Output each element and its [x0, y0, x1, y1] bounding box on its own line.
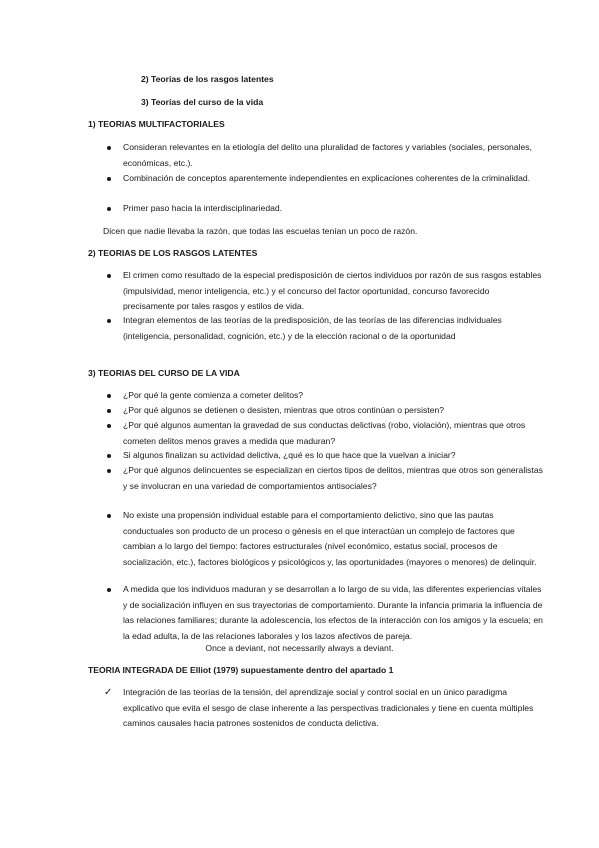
bullet-icon	[107, 207, 111, 211]
list-item-text: Integran elementos de las teorías de la predisposición, de las teorías de las diferencias individuales (inteligencia, personalidad, cognición, etc.) y de la elección racional o de la oportunidad	[123, 315, 502, 341]
list-item-text: Consideran relevantes en la etiología del delito una pluralidad de factores y variables (sociales, personales, económicas, etc.).	[123, 142, 532, 168]
bullet-icon	[107, 409, 111, 413]
bullet-icon	[107, 469, 111, 473]
list-item	[104, 463, 543, 494]
list-item	[104, 201, 543, 217]
list-item-text: A medida que los individuos maduran y se desarrollan a lo largo de su vida, las diferentes experiencias vitales y de socialización influyen en sus trayectorias de comportamiento. Durante la infancia primaria la influencia de las relaciones familiares; durante la adolescencia, los efectos de la interacción con los amigos y la escuela; en la edad adulta, la de las relaciones laborales y los lazos afectivos de pareja.	[123, 584, 543, 641]
list-item	[104, 140, 543, 171]
section1-note: Dicen que nadie llevaba la razón, que todas las escuelas tenían un poco de razón.	[103, 226, 418, 236]
list-item	[104, 418, 543, 449]
list-item	[104, 685, 543, 732]
quote: Once a deviant, not necessarily always a deviant.	[205, 643, 394, 653]
list-item-text: No existe una propensión individual estable para el comportamiento delictivo, sino que las pautas conductuales son producto de un proceso o génesis en el que interactúan un complejo de factores que cambian a lo largo del tiempo: factores estructurales (nivel económico, estatus social, procesos de socialización, etc.), factores biológicos y psicológicos y, las oportunidades (mayores o menores) de delinquir.	[123, 510, 537, 567]
list-item	[104, 403, 543, 419]
toc-item-2: 2) Teorías de los rasgos latentes	[141, 74, 274, 84]
list-item-text: Integración de las teorías de la tensión, del aprendizaje social y control social en un único paradigma explicativo que evita el sesgo de clase inherente a las perspectivas tradicionales y tiene en cuenta múltiples caminos causales hacia patrones sostenidos de conducta delictiva.	[123, 687, 534, 729]
list-item	[104, 388, 543, 404]
list-item-text: ¿Por qué la gente comienza a cometer delitos?	[123, 390, 304, 400]
list-item-text: Primer paso hacia la interdisciplinariedad.	[123, 203, 283, 213]
section2-heading: 2) TEORIAS DE LOS RASGOS LATENTES	[88, 248, 258, 258]
bullet-icon	[107, 319, 111, 323]
bullet-icon	[107, 177, 111, 181]
bullet-icon	[107, 274, 111, 278]
bullet-icon	[107, 146, 111, 150]
bullet-icon	[107, 424, 111, 428]
section4-heading: TEORIA INTEGRADA DE Elliot (1979) supuestamente dentro del apartado 1	[88, 665, 394, 675]
list-item	[104, 313, 543, 344]
list-item-text: ¿Por qué algunos delincuentes se especializan en ciertos tipos de delitos, mientras que otros son generalistas y se involucran en una variedad de comportamientos antisociales?	[123, 465, 543, 491]
bullet-icon	[107, 454, 111, 458]
list-item	[104, 582, 543, 644]
list-item-text: El crimen como resultado de la especial predisposición de ciertos individuos por razón de sus rasgos estables (impulsividad, menor inteligencia, etc.) y el concurso del factor oportunidad, concurso favorecido precisamente por tales rasgos y estilos de vida.	[123, 270, 542, 312]
bullet-icon	[107, 588, 111, 592]
section1-heading: 1) TEORIAS MULTIFACTORIALES	[88, 119, 225, 129]
section3-heading: 3) TEORIAS DEL CURSO DE LA VIDA	[88, 368, 240, 378]
list-item	[104, 508, 543, 570]
list-item	[104, 268, 543, 315]
list-item	[104, 171, 543, 187]
toc-item-3: 3) Teorías del curso de la vida	[141, 97, 264, 107]
list-item-text: ¿Por qué algunos se detienen o desisten, mientras que otros continúan o persisten?	[123, 405, 445, 415]
bullet-icon	[107, 394, 111, 398]
list-item-text: Si algunos finalizan su actividad delictiva, ¿qué es lo que hace que la vuelvan a iniciar?	[123, 450, 456, 460]
checkmark-icon: ✓	[104, 687, 113, 698]
list-item-text: Combinación de conceptos aparentemente independientes en explicaciones coherentes de la criminalidad.	[123, 173, 531, 183]
bullet-icon	[107, 514, 111, 518]
list-item-text: ¿Por qué algunos aumentan la gravedad de sus conductas delictivas (robo, violación), mientras que otros cometen delitos menos graves a medida que maduran?	[123, 420, 526, 446]
list-item	[104, 448, 543, 464]
